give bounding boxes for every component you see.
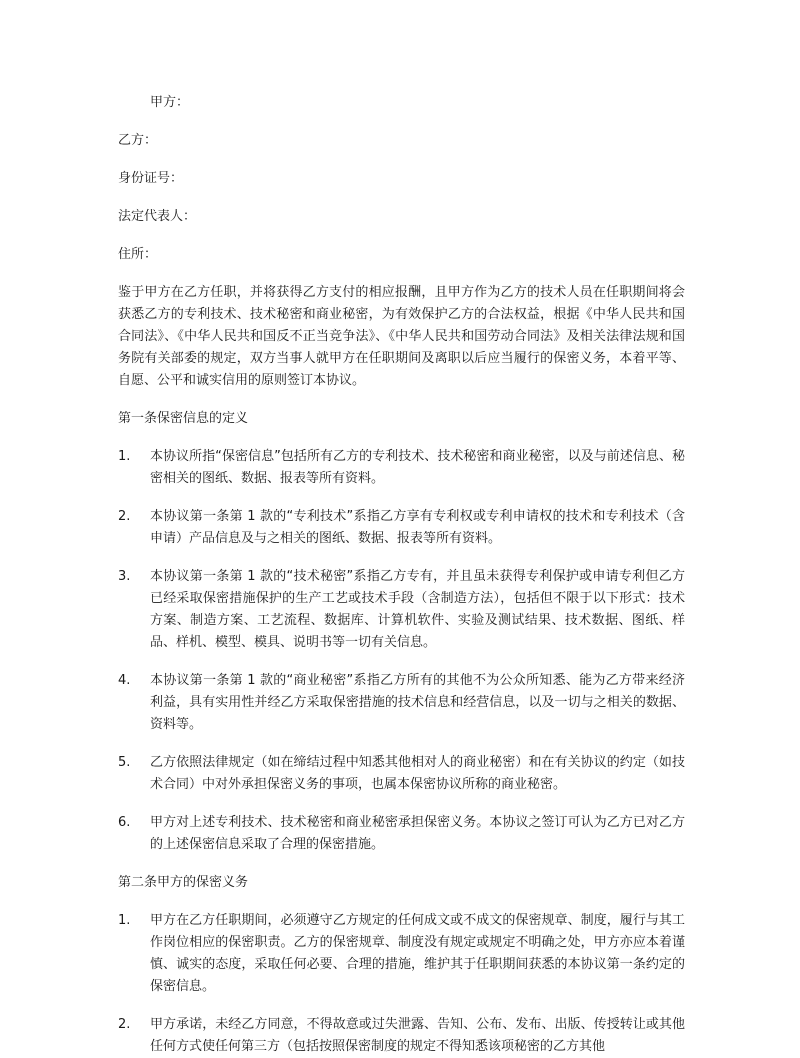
list-item: [118, 670, 685, 736]
list-item: [118, 910, 685, 998]
intro-paragraph: 鉴于甲方在乙方任职，并将获得乙方支付的相应报酬，且甲方作为乙方的技术人员在任职期间将会获悉乙方的专利技术、技术秘密和商业秘密，为有效保护乙方的合法权益，根据《中华人民共和国合同法》、《中华人民共和国反不正当竞争法》、《中华人民共和国劳动合同法》及相关法律法规和国务院有关部委的规定，双方当事人就甲方在任职期间及离职以后应当履行的保密义务，本着平等、自愿、公平和诚实信用的原则签订本协议。: [118, 285, 685, 388]
list-item-text: 本协议第一条第 1 款的“专利技术”系指乙方享有专利权或专利申请权的技术和专利技术（含申请）产品信息及与之相关的图纸、数据、报表等所有资料。: [150, 509, 685, 546]
list-item-text: 甲方对上述专利技术、技术秘密和商业秘密承担保密义务。本协议之签订可认为乙方已对乙方的上述保密信息采取了合理的保密措施。: [150, 815, 685, 852]
list-item-number: 4.: [118, 673, 131, 688]
list-item: [118, 506, 685, 550]
list-item: [118, 812, 685, 856]
list-item-text: 甲方承诺，未经乙方同意，不得故意或过失泄露、告知、公布、发布、出版、传授转让或其他任何方式使任何第三方（包括按照保密制度的规定不得知悉该项秘密的乙方其他: [150, 1017, 685, 1054]
list-item-text: 本协议所指“保密信息”包括所有乙方的专利技术、技术秘密和商业秘密，以及与前述信息、秘密相关的图纸、数据、报表等所有资料。: [150, 449, 685, 486]
list-item-text: 本协议第一条第 1 款的“技术秘密”系指乙方专有，并且虽未获得专利保护或申请专利但乙方已经采取保密措施保护的生产工艺或技术手段（含制造方法），包括但不限于以下形式：技术方案、制造方案、工艺流程、数据库、计算机软件、实验及测试结果、技术数据、图纸、样品、样机、模型、模具、说明书等一切有关信息。: [150, 569, 685, 650]
list-item-text: 本协议第一条第 1 款的“商业秘密”系指乙方所有的其他不为公众所知悉、能为乙方带来经济利益，具有实用性并经乙方采取保密措施的技术信息和经营信息，以及一切与之相关的数据、资料等。: [150, 673, 685, 732]
party-a-field: 甲方：: [150, 95, 190, 110]
list-item-number: 3.: [118, 569, 131, 584]
legal-representative-field: 法定代表人：: [118, 209, 197, 224]
list-item: [118, 1014, 685, 1058]
list-item-text: 甲方在乙方任职期间，必须遵守乙方规定的任何成文或不成文的保密规章、制度，履行与其工作岗位相应的保密职责。乙方的保密规章、制度没有规定或规定不明确之处，甲方亦应本着谨慎、诚实的态度，采取任何必要、合理的措施，维护其于任职期间获悉的本协议第一条约定的保密信息。: [150, 913, 685, 994]
list-item-text: 乙方依照法律规定（如在缔结过程中知悉其他相对人的商业秘密）和在有关协议的约定（如技术合同）中对外承担保密义务的事项，也属本保密协议所称的商业秘密。: [150, 755, 685, 792]
list-item-number: 1.: [118, 449, 131, 464]
list-item-number: 6.: [118, 815, 131, 830]
list-item-number: 1.: [118, 913, 131, 928]
party-b-field: 乙方：: [118, 133, 158, 148]
list-item: [118, 566, 685, 654]
list-item: [118, 752, 685, 796]
id-number-field: 身份证号：: [118, 171, 184, 186]
list-item-number: 2.: [118, 1017, 131, 1032]
section-2-heading: 第二条甲方的保密义务: [118, 875, 249, 890]
list-item-number: 2.: [118, 509, 131, 524]
list-item: [118, 446, 685, 490]
section-1-heading: 第一条保密信息的定义: [118, 411, 249, 426]
list-item-number: 5.: [118, 755, 131, 770]
address-field: 住所：: [118, 247, 158, 262]
